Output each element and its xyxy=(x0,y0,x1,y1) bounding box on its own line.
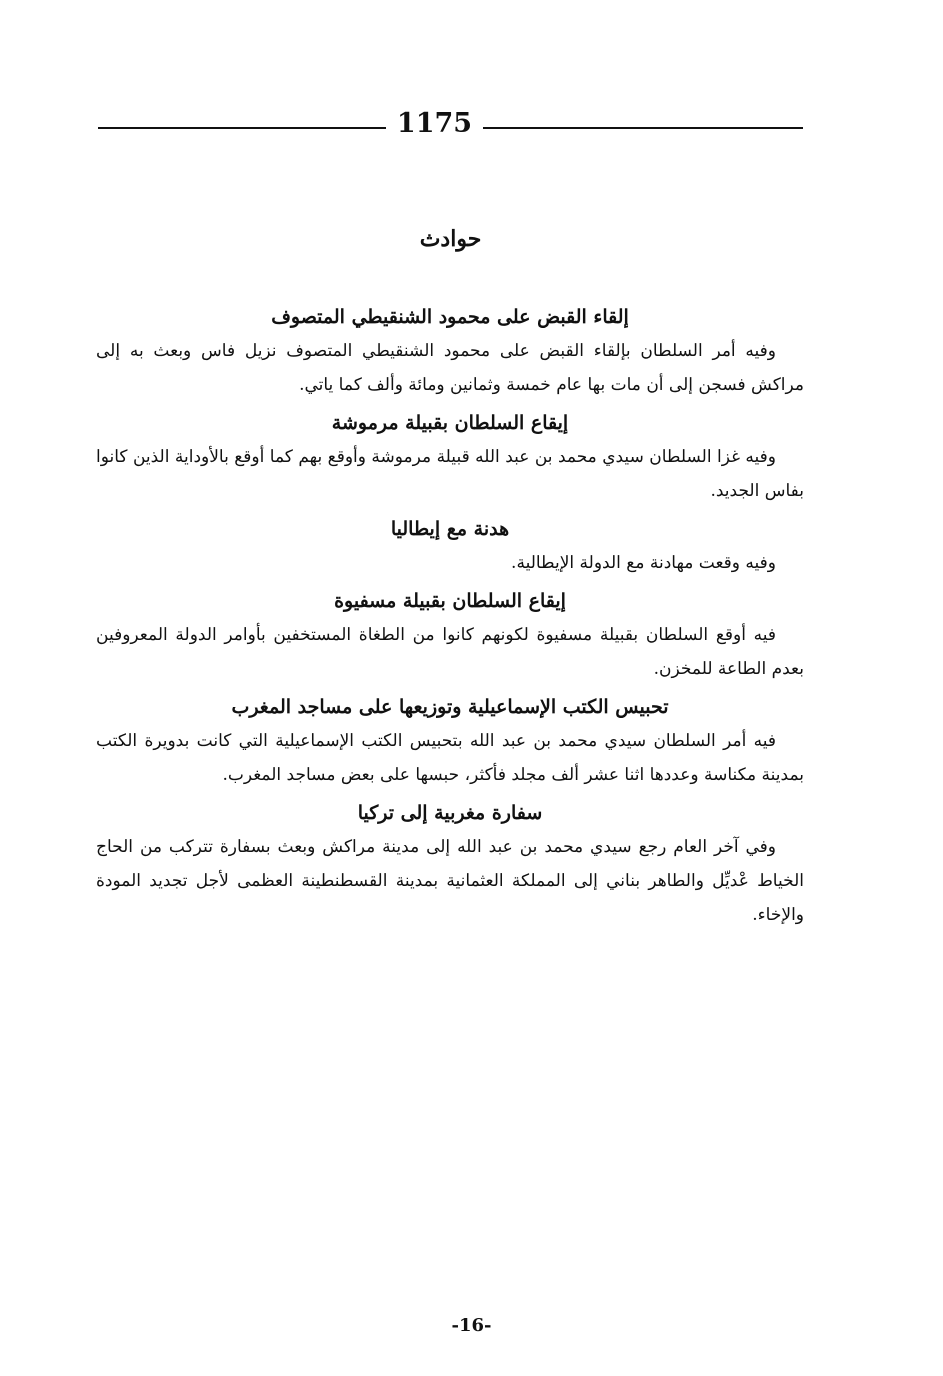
event-text: فيه أوقع السلطان بقبيلة مسفيوة لكونهم كانوا من الطغاة المستخفين بأوامر الدولة المعروفين بعدم الطاعة للمخزن. xyxy=(96,625,804,679)
header-rule-right xyxy=(483,127,803,129)
header-rule-left xyxy=(98,127,386,129)
event-heading: إيقاع السلطان بقبيلة مرموشة xyxy=(331,412,569,434)
event-text: وفيه غزا السلطان سيدي محمد بن عبد الله قبيلة مرموشة وأوقع بهم كما أوقع بالأوداية الذين كانوا بفاس الجديد. xyxy=(96,447,804,501)
event-text: فيه أمر السلطان سيدي محمد بن عبد الله بتحبيس الكتب الإسماعيلية التي كانت بدويرة الكتب بمدينة مكناسة وعددها اثنا عشر ألف مجلد فأكثر، حبسها على بعض مساجد المغرب. xyxy=(96,731,804,785)
section-title: حوادث xyxy=(419,226,482,252)
event-item xyxy=(96,584,804,686)
year-header xyxy=(98,106,803,142)
event-heading: هدنة مع إيطاليا xyxy=(390,518,510,540)
events-list xyxy=(96,300,804,936)
event-item xyxy=(96,690,804,792)
page-number: -16- xyxy=(451,1315,492,1336)
event-item xyxy=(96,406,804,508)
event-item xyxy=(96,512,804,580)
event-item xyxy=(96,300,804,402)
event-heading: سفارة مغربية إلى تركيا xyxy=(357,802,543,824)
event-item xyxy=(96,796,804,932)
event-text: وفيه وقعت مهادنة مع الدولة الإيطالية. xyxy=(511,553,776,573)
event-text: وفي آخر العام رجع سيدي محمد بن عبد الله إلى مدينة مراكش وبعث بسفارة تتركب من الحاج الخياط عْديِّل والطاهر بناني إلى المملكة العثمانية بمدينة القسطنطينة العظمى لأجل تجديد المودة والإخاء. xyxy=(96,837,804,925)
event-heading: تحبيس الكتب الإسماعيلية وتوزيعها على مساجد المغرب xyxy=(231,696,669,718)
year-number: 1175 xyxy=(396,108,473,139)
event-heading: إلقاء القبض على محمود الشنقيطي المتصوف xyxy=(271,306,629,328)
event-text: وفيه أمر السلطان بإلقاء القبض على محمود الشنقيطي المتصوف نزيل فاس وبعث به إلى مراكش فسجن إلى أن مات بها عام خمسة وثمانين ومائة وألف كما ياتي. xyxy=(96,341,804,395)
event-heading: إيقاع السلطان بقبيلة مسفيوة xyxy=(334,590,566,612)
